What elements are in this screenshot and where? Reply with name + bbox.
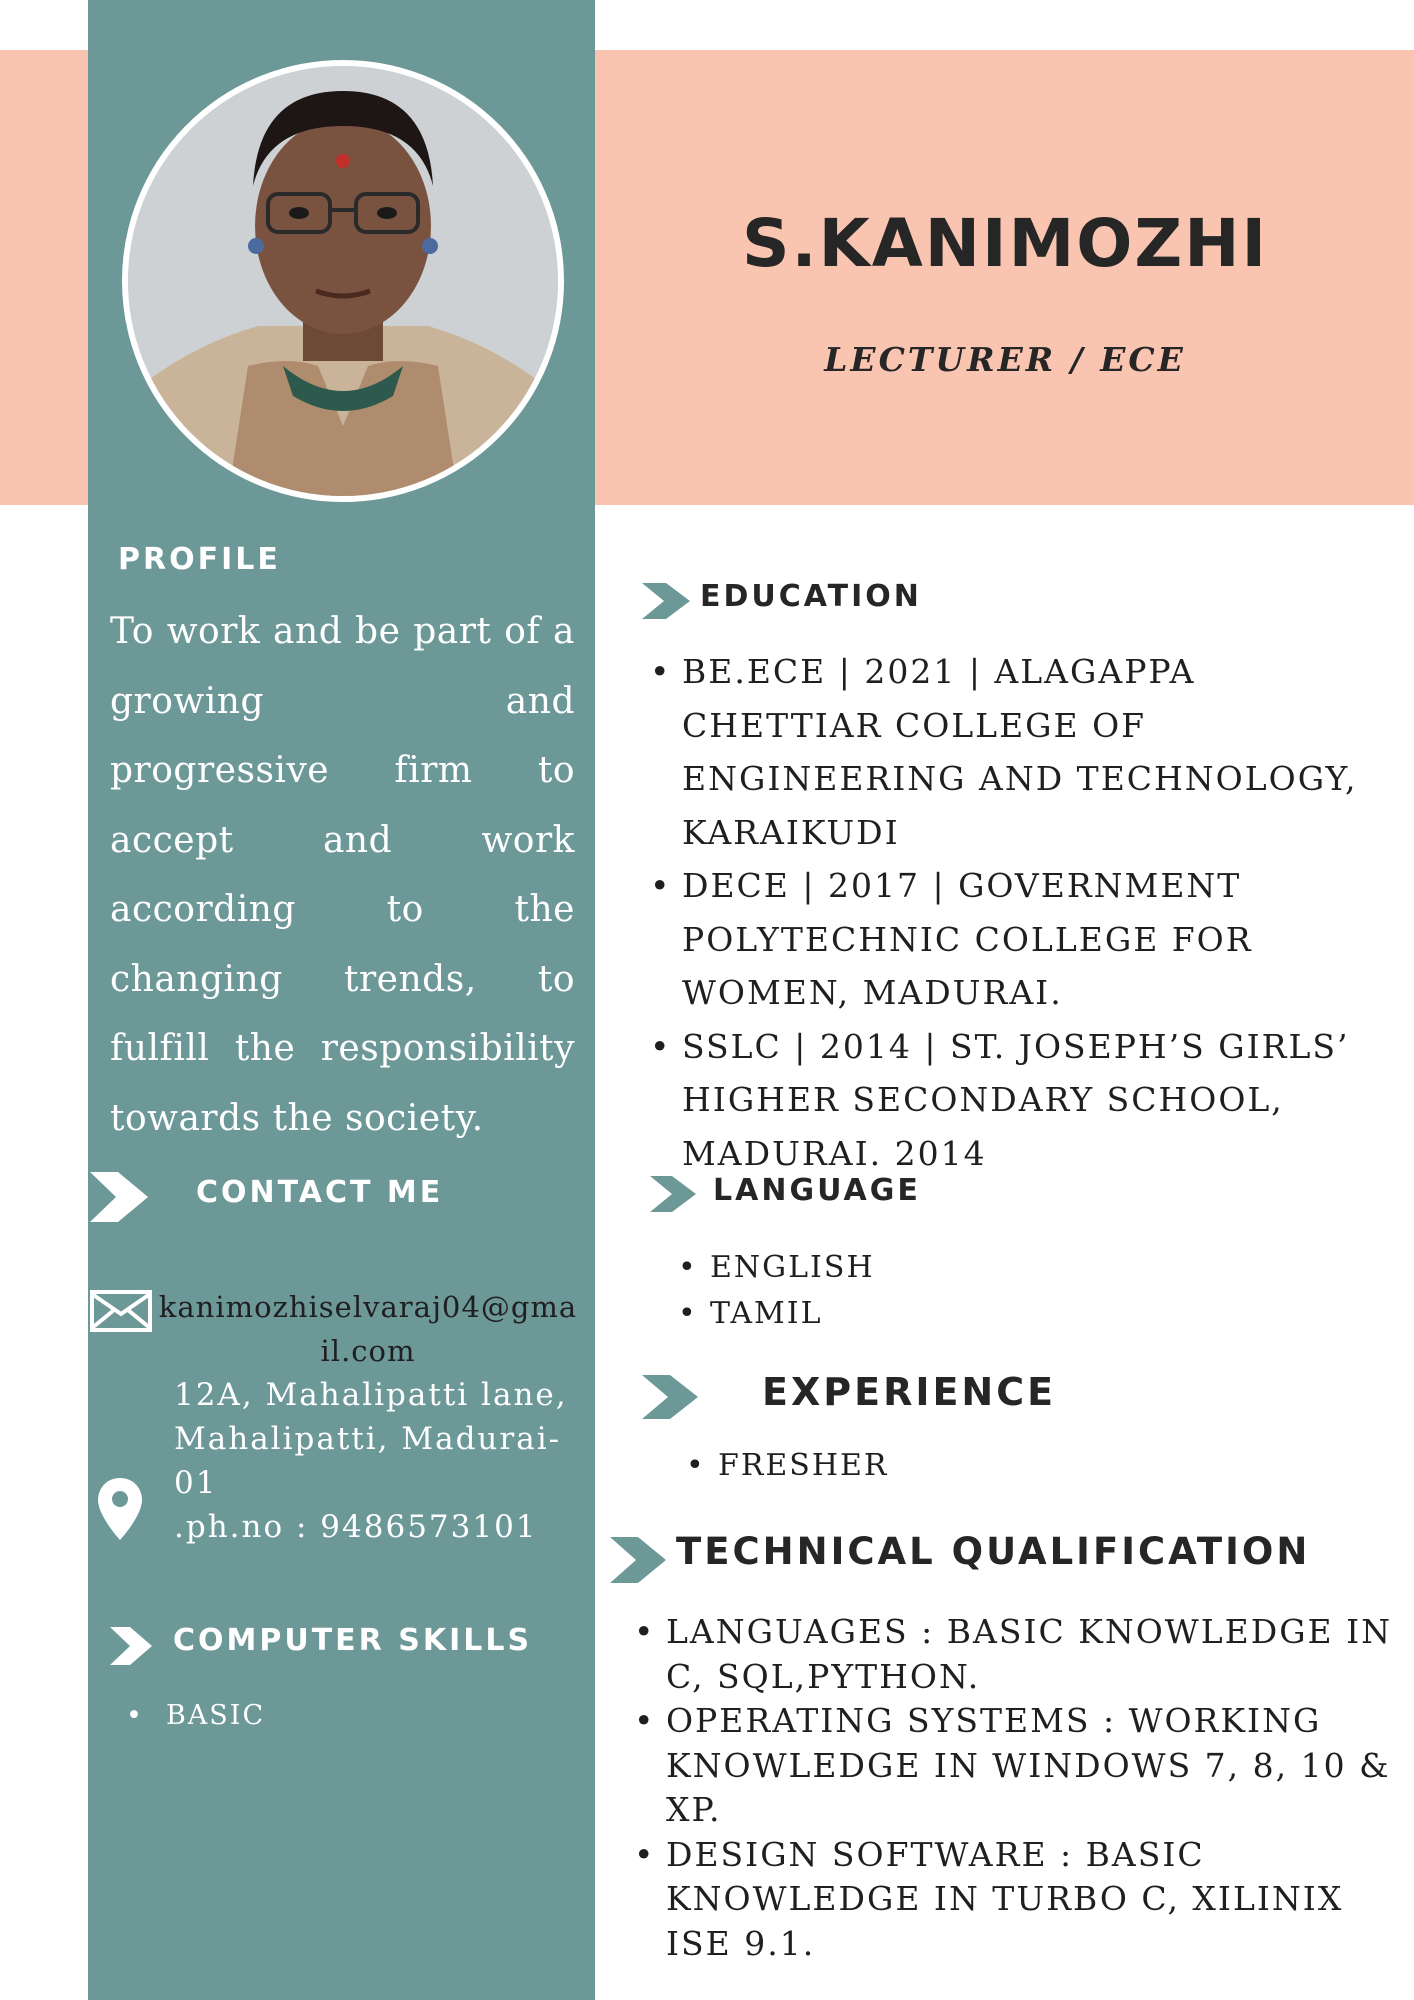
list-item: • SSLC | 2014 | ST. JOSEPH’S GIRLS’ HIGHER SECONDARY SCHOOL, MADURAI. 2014 [646,1020,1386,1181]
candidate-name: S.KANIMOZHI [741,205,1269,282]
list-item: • DESIGN SOFTWARE : BASIC KNOWLEDGE IN TURBO C, XILINIX ISE 9.1. [630,1833,1400,1967]
profile-text: To work and be part of a growing and progressive firm to accept and work according to the changing trends, to fulfill the responsibility towards the society. [110,611,575,1139]
chevron-right-icon [610,1537,666,1583]
education-list [646,645,1386,1180]
address-line-3: 01 [174,1465,218,1501]
envelope-icon [90,1290,152,1332]
profile-heading: PROFILE [118,542,281,577]
contact-email[interactable]: kanimozhiselvaraj04@gmail.com [158,1290,578,1368]
education-heading: EDUCATION [700,579,922,614]
portrait-illustration [128,66,558,496]
contact-address [174,1373,574,1549]
candidate-role: LECTURER / ECE [824,340,1186,379]
list-item: • BASIC [120,1700,265,1731]
chevron-right-icon [642,1375,698,1419]
chevron-right-icon [90,1172,148,1222]
list-item: • DECE | 2017 | GOVERNMENT POLYTECHNIC COLLEGE FOR WOMEN, MADURAI. [646,859,1386,1020]
list-item: • BE.ECE | 2021 | ALAGAPPA CHETTIAR COLLEGE OF ENGINEERING AND TECHNOLOGY, KARAIKUDI [646,645,1386,859]
language-list [674,1245,1074,1337]
language-heading: LANGUAGE [713,1173,921,1208]
address-line-2: Mahalipatti, Madurai- [174,1421,562,1457]
list-item: • FRESHER [682,1443,1082,1489]
chevron-right-icon [642,583,690,619]
contact-heading: CONTACT ME [196,1175,444,1210]
map-pin-icon [98,1478,142,1540]
list-item: • LANGUAGES : BASIC KNOWLEDGE IN C, SQL,PYTHON. [630,1610,1400,1699]
address-line-1: 12A, Mahalipatti lane, [174,1377,568,1413]
list-item: • OPERATING SYSTEMS : WORKING KNOWLEDGE IN WINDOWS 7, 8, 10 & XP. [630,1699,1400,1833]
contact-phone: .ph.no : 9486573101 [174,1509,538,1545]
experience-heading: EXPERIENCE [762,1370,1057,1414]
technical-qualification-list [630,1610,1400,1966]
chevron-right-icon [650,1176,696,1212]
technical-qualification-heading: TECHNICAL QUALIFICATION [676,1530,1311,1573]
list-item: • ENGLISH [674,1245,1074,1291]
computer-skills-list [120,1700,265,1731]
computer-skills-heading: COMPUTER SKILLS [173,1623,533,1658]
chevron-right-icon [110,1627,152,1665]
profile-photo [122,60,564,502]
list-item: • TAMIL [674,1291,1074,1337]
experience-list [682,1443,1082,1489]
